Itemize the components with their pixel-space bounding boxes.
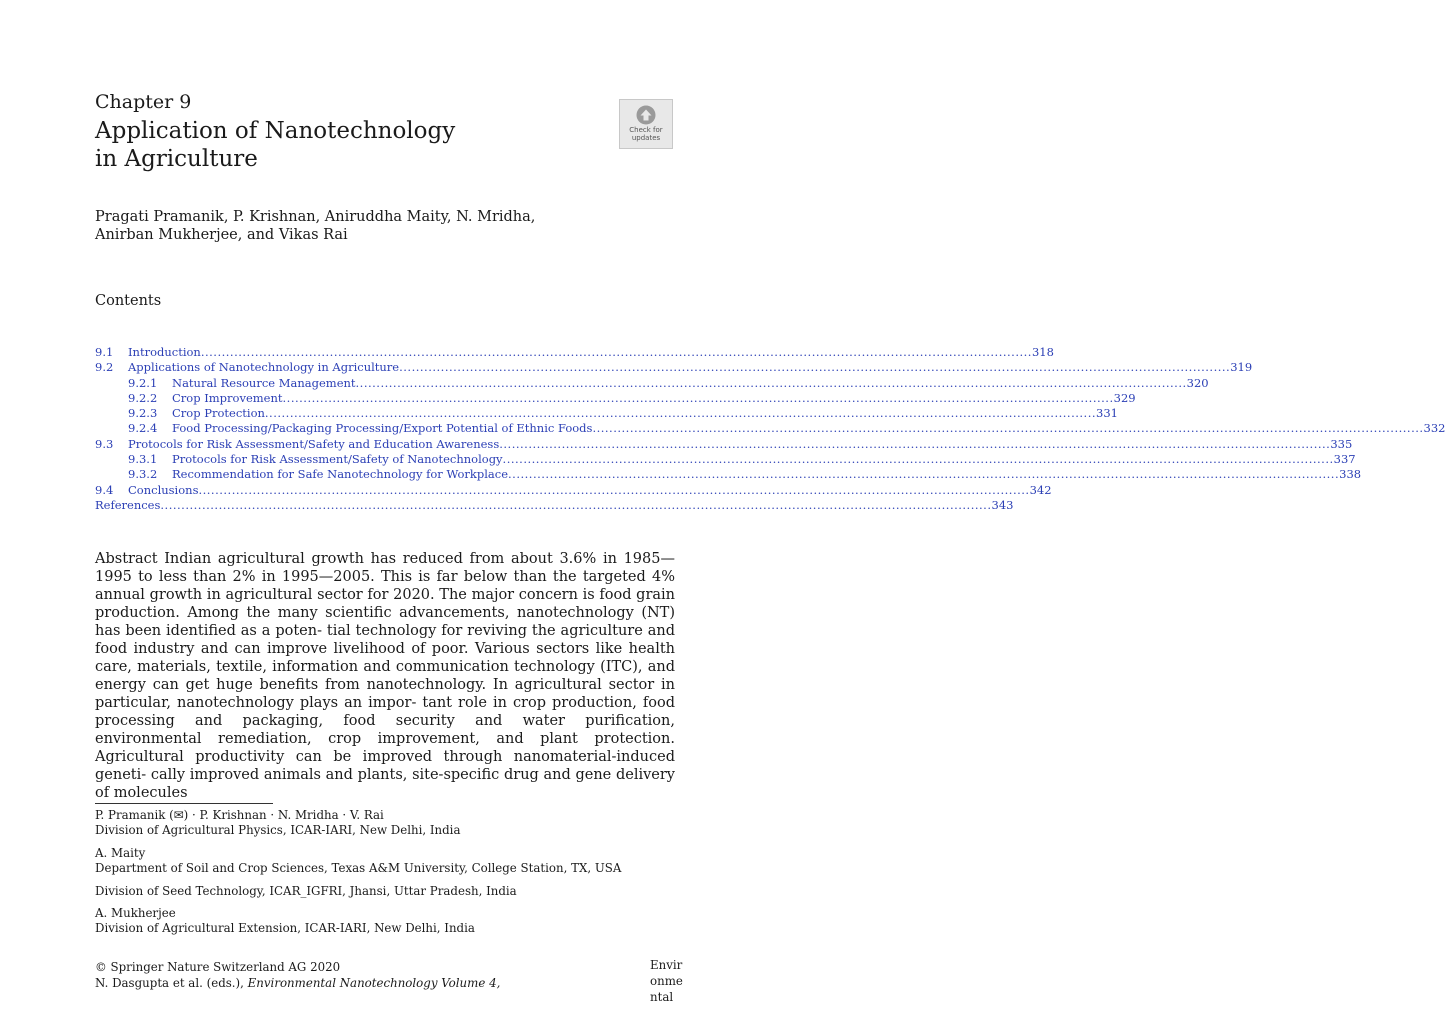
toc-leader-dots: ........................................................................................................................................................................................................ (282, 390, 1114, 405)
toc-page-number[interactable]: 318 (1031, 345, 1054, 359)
affiliation-org: Division of Agricultural Physics, ICAR-IARI, New Delhi, India (95, 823, 461, 838)
table-of-contents (95, 345, 1446, 513)
affiliation-org: Department of Soil and Crop Sciences, Texas A&M University, College Station, TX, USA (95, 861, 622, 876)
toc-entry[interactable] (95, 452, 1356, 467)
toc-page-number[interactable]: 329 (1113, 390, 1136, 405)
toc-title[interactable]: Crop Improvement (172, 390, 283, 405)
citation-prefix: N. Dasgupta et al. (eds.), (95, 975, 248, 990)
toc-number: 9.1 (95, 345, 114, 359)
side-note-line: Envir (650, 958, 683, 972)
toc-leader-dots: ........................................................................................................................................................................................................ (502, 452, 1334, 467)
affiliation-names: A. Maity (95, 845, 146, 860)
toc-page-number[interactable]: 320 (1186, 375, 1209, 390)
toc-entry[interactable] (95, 375, 1209, 391)
affiliation-org: Division of Agricultural Extension, ICAR-IARI, New Delhi, India (95, 921, 475, 936)
toc-entry[interactable] (95, 497, 1014, 513)
toc-number: 9.3 (95, 436, 114, 451)
toc-entry[interactable] (95, 436, 1353, 452)
copyright-line: © Springer Nature Switzerland AG 2020 (95, 960, 341, 974)
toc-title[interactable]: Introduction (128, 345, 201, 359)
book-title: Environmental Nanotechnology Volume 4, (247, 975, 501, 990)
toc-leader-dots: ........................................................................................................................................................................................................ (200, 345, 1032, 359)
toc-page-number[interactable]: 335 (1330, 436, 1353, 451)
toc-entry[interactable] (95, 421, 1446, 436)
toc-page-number[interactable]: 332 (1423, 421, 1446, 436)
chapter-title-line-1: Application of Nanotechnology (95, 118, 456, 144)
toc-entry[interactable] (95, 467, 1362, 482)
affiliation-org: Division of Seed Technology, ICAR_IGFRI, Jhansi, Uttar Pradesh, India (95, 883, 517, 898)
citation-line (95, 976, 555, 992)
abstract-paragraph: Abstract Indian agricultural growth has reduced from about 3.6% in 1985—1995 to less than 2% in 1995—2005. This is far below than the targeted 4% annual growth in agricultural sector for 2020. The major concern is food grain production. Among the many scientific advancements, nanotechnology (NT) has been identified as a poten- tial technology for reviving the agriculture and food industry and can improve livelihood of poor. Various sectors like health care, materials, textile, information and communication technology (ITC), and energy can get huge benefits from nanotechnology. In agricultural sector in particular, nanotechnology plays an impor- tant role in crop production, food processing and packaging, food security and water purification, environmental remediation, crop improvement, and plant protection. Agricultural productivity can be improved through nanomaterial-induced geneti- cally improved animals and plants, site-specific drug and gene delivery of molecules (95, 551, 675, 801)
toc-number: 9.2.3 (128, 406, 158, 421)
affiliation-block (95, 808, 675, 839)
check-for-updates-badge[interactable] (619, 99, 673, 149)
author-line-2: Anirban Mukherjee, and Vikas Rai (95, 227, 348, 243)
chapter-title-line-2: in Agriculture (95, 146, 258, 172)
toc-page-number[interactable]: 319 (1230, 360, 1253, 375)
footnote-divider (95, 803, 273, 804)
toc-number: 9.3.1 (128, 452, 158, 467)
contents-heading: Contents (95, 293, 162, 309)
toc-title[interactable]: Protocols for Risk Assessment/Safety and Education Awareness (128, 436, 500, 451)
toc-leader-dots: ........................................................................................................................................................................................................ (264, 406, 1097, 421)
badge-line-1: Check for (629, 126, 663, 134)
toc-leader-dots: ........................................................................................................................................................................................................ (399, 360, 1231, 375)
toc-title[interactable]: Conclusions (128, 482, 199, 497)
toc-number: 9.2 (95, 360, 114, 375)
toc-page-number[interactable]: 338 (1339, 467, 1362, 482)
toc-title[interactable]: Protocols for Risk Assessment/Safety of Nanotechnology (172, 452, 503, 467)
affiliation-names: P. Pramanik (✉) · P. Krishnan · N. Mridha · V. Rai (95, 808, 384, 822)
toc-leader-dots: ........................................................................................................................................................................................................ (160, 497, 992, 512)
affiliation-block (95, 906, 675, 937)
toc-title[interactable]: References (95, 497, 161, 512)
side-note-line: onme (650, 974, 683, 988)
toc-title[interactable]: Applications of Nanotechnology in Agriculture (128, 360, 400, 375)
badge-line-2: updates (631, 134, 661, 142)
chapter-label: Chapter 9 (95, 91, 192, 113)
side-note (650, 957, 690, 1005)
affiliation-block (95, 846, 675, 877)
toc-leader-dots: ........................................................................................................................................................................................................ (355, 375, 1187, 390)
toc-page-number[interactable]: 343 (991, 497, 1014, 512)
affiliations (95, 808, 675, 944)
toc-title[interactable]: Food Processing/Packaging Processing/Export Potential of Ethnic Foods (172, 421, 593, 436)
toc-leader-dots: ........................................................................................................................................................................................................ (592, 421, 1424, 436)
copyright-block (95, 960, 555, 991)
toc-entry[interactable] (95, 360, 1253, 375)
toc-page-number[interactable]: 337 (1333, 452, 1356, 467)
toc-title[interactable]: Recommendation for Safe Nanotechnology for Workplace (172, 467, 509, 482)
toc-leader-dots: ........................................................................................................................................................................................................ (499, 436, 1331, 451)
author-list (95, 208, 655, 244)
toc-entry[interactable] (95, 482, 1052, 498)
toc-number: 9.2.2 (128, 390, 158, 405)
check-for-updates-icon (635, 104, 657, 126)
author-line-1: Pragati Pramanik, P. Krishnan, Aniruddha Maity, N. Mridha, (95, 209, 536, 225)
toc-leader-dots: ........................................................................................................................................................................................................ (198, 482, 1030, 497)
side-note-line: ntal (650, 990, 674, 1004)
toc-number: 9.2.1 (128, 375, 158, 390)
toc-number: 9.3.2 (128, 467, 158, 482)
affiliation-block (95, 884, 675, 899)
toc-entry[interactable] (95, 406, 1118, 421)
toc-number: 9.2.4 (128, 421, 158, 436)
toc-page-number[interactable]: 331 (1096, 406, 1118, 421)
toc-page-number[interactable]: 342 (1029, 482, 1052, 497)
toc-number: 9.4 (95, 482, 114, 497)
toc-title[interactable]: Crop Protection (172, 406, 265, 421)
toc-entry[interactable] (95, 345, 1054, 360)
chapter-title (95, 117, 555, 173)
affiliation-names: A. Mukherjee (95, 906, 176, 921)
toc-title[interactable]: Natural Resource Management (172, 375, 356, 390)
toc-leader-dots: ........................................................................................................................................................................................................ (508, 467, 1340, 482)
toc-entry[interactable] (95, 390, 1136, 406)
